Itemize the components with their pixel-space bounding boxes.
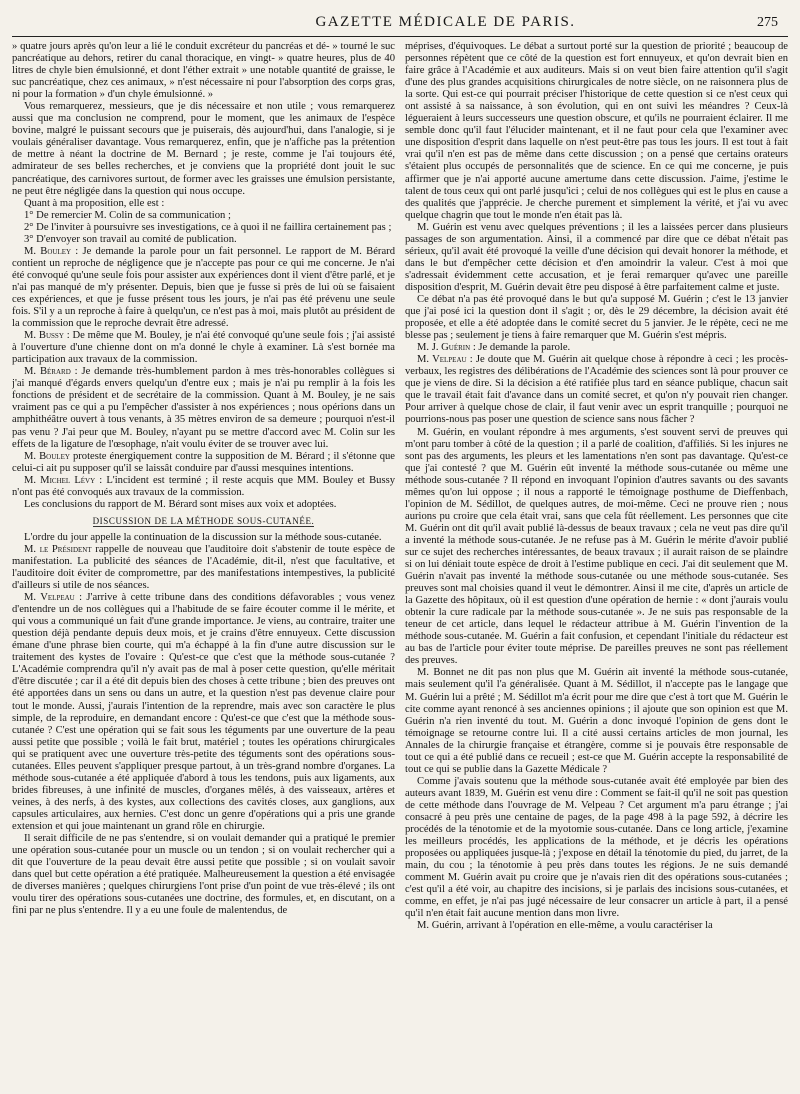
page-number: 275	[757, 15, 778, 30]
section-heading-text: DISCUSSION DE LA MÉTHODE SOUS-CUTANÉE.	[92, 515, 315, 526]
paragraph: Comme j'avais soutenu que la méthode sous-cutanée avait été employée par bien des auteurs avant 1839, M. Guérin est venu dire : Comment se fait-il qu'il ne soit pas question de cette méthode dans l'ouvrage de M. Velpeau ? Cet argument m'a paru étrange ; j'ai consacré à peu près une centaine de pages, de la page 498 à la page 592, à décrire les procédés de la ténotomie et de la myotomie sous-cutanée. Dans ce long article, j'examine les meilleurs procédés, les applications de la méthode, et je décris les opérations proposées ou appliquées jusque-là ; j'expose en détail la ténotomie du pied, du jarret, de la main, du cou ; la ténotomie à peu près dans toutes les régions. Je ne suis demandé comment M. Guérin avait pu croire que je n'avais rien dit des opérations sous-cutanées ; c'est qu'il a été voir, au chapitre des incisions, si je parlais des incisions sous-cutanées, et comme, en effet, je n'ai pas jugé nécessaire de leur consacrer un article à part, il a pensé qu'il n'en était fait aucune mention dans mon livre.	[405, 775, 788, 920]
speech-text: : Je demande très-humblement pardon à mes très-honorables collègues si j'ai manqué d'égards envers quelqu'un d'entre eux ; mais je n'ai pu remplir à la fois les fonctions de président et de secrétaire de la commission. Quant à M. Bouley, je ne sais vraiment pas ce qui a pu l'empêcher d'assister à nos expériences ; nous opérions dans un amphithéâtre ouvert à tous venants, à 35 mètres environ de sa demeure ; pourquoi n'est-il pas venu ? J'ai peur que M. Bouley, n'ayant pu se mettre d'accord avec M. Colin sur les effets de la ligature de l'œsophage, n'ait voulu éviter de se trouver avec lui.	[12, 366, 395, 450]
paragraph: méprises, d'équivoques. Le débat a surtout porté sur la question de priorité ; beaucoup de personnes répètent que ce côté de la question est fort ennuyeux, et qu'on devrait bien en faire grâce à l'Académie et aux auditeurs. Mais si on veut bien faire attention qu'il s'agit d'une des plus grandes acquisitions chirurgicales de notre siècle, on ne raisonnera plus de la sorte. Qui est-ce qui pourrait préciser l'historique de cette question si ce n'est ceux qui ont assisté à sa naissance, à son évolution, qui en ont suivi les méandres ? Ceux-là légueraient à leurs successeurs une question obscure, et qu'ils ne pourraient éclairer. Il me semble donc qu'il faut l'élucider maintenant, et il ne faut pour cela que l'examiner avec une disposition d'esprit dans laquelle on n'est peut-être pas tous les jours. Il est tout à fait vrai qu'il n'en est pas de même dans cette discussion ; on a pensé que certains orateurs s'étaient plus occupés de personnalités que de science. En ce qui me concerne, je puis affirmer que je n'ai apporté aucune amertume dans cette discussion. J'aime, j'estime le talent de tous ceux qui ont parlé jusqu'ici ; celui de nos collègues qui est le plus en cause a des qualités que j'apprécie. Je cherche purement et simplement la vérité, et j'ai vu avec quelque chagrin que tout le monde n'en était pas là.	[405, 41, 788, 221]
speaker-name: M. Michel Lévy	[24, 474, 96, 486]
speech-text: : De même que M. Bouley, je n'ai été convoqué qu'une seule fois ; j'ai assisté à l'ouverture d'une chienne dont on m'a donné le chyle à examiner. Là s'est bornée ma participation aux travaux de la commission.	[12, 330, 395, 366]
speech-text: : Je demande la parole.	[470, 342, 571, 354]
speech-text: proteste énergiquement contre la supposition de M. Bérard ; il s'étonne que celui-ci ait pu supposer qu'il se laissât conduire par d'aussi mesquines intentions.	[12, 450, 395, 474]
speech-paragraph	[12, 451, 395, 475]
right-column	[405, 41, 788, 1085]
speech-paragraph	[12, 246, 395, 330]
speech-text: : Je doute que M. Guérin ait quelque chose à répondre à ceci ; les procès-verbaux, les registres des délibérations de l'Académie des sciences sont là pour prouver ce que je viens de dire. Si la décision a été ratifiée plus tard en séance publique, chacun sait que le travail était fait d'avance dans un comité secret, et qu'on n'y pouvait rien changer. Pour arriver à quelque chose de clair, il faut venir avec un esprit tranquille ; pourquoi ne pourrions-nous pas poser une question de science sans nous fâcher ?	[405, 354, 788, 426]
paragraph: L'ordre du jour appelle la continuation de la discussion sur la méthode sous-cutanée.	[24, 531, 382, 543]
paragraph: Les conclusions du rapport de M. Bérard sont mises aux voix et adoptées.	[24, 498, 337, 510]
speaker-name: M. Velpeau	[24, 592, 75, 604]
speaker-name: M. J. Guérin	[417, 342, 471, 354]
speech-paragraph	[12, 592, 395, 833]
speaker-name: M. Velpeau	[417, 354, 467, 366]
speaker-name: M. Bussy	[24, 330, 64, 342]
speech-text: : Je demande la parole pour un fait personnel. Le rapport de M. Bérard contient un reproche de négligence que je n'accepte pas pour ce qui me concerne. Je n'ai été convoqué qu'une seule fois pour assister aux expériences dont il vient d'être parlé, et je n'ai pas manqué de m'y présenter. Depuis, bien que je fusse si près de lui où se faisaient ces expériences, et que je fusse présent tous les jours, je n'ai pas été prévenu une seule fois. S'il y a un reproche à faire à quelqu'un, ce n'est pas à moi, mais plutôt au président de la commission que le reproche devrait être adressé.	[12, 245, 395, 330]
paragraph: Il serait difficile de ne pas s'entendre, si on voulait demander qui a pratiqué le premier une opération sous-cutanée pour un muscle ou un tendon ; si on voulait rechercher qui a dit que l'ouverture de la peau devait être aussi petite que possible ; si on voulait savoir dans quel but cette opération a été pratiquée. Malheureusement la question a été envisagée de diverses manières ; quelques chirurgiens l'ont prise d'un point de vue très-élevé ; ils ont voulu tirer des opérations sous-cutanées une doctrine, des formules, et, en discutant, on a fini par ne plus s'entendre. Il y a eu une foule de malentendus, de	[12, 833, 395, 917]
speaker-name: M. Bouley	[24, 245, 72, 257]
speech-paragraph	[405, 354, 788, 426]
speech-text: : L'incident est terminé ; il reste acquis que MM. Bouley et Bussy n'ont pas été convoqués aux travaux de la commission.	[12, 474, 395, 498]
text-columns	[12, 41, 788, 1085]
speech-paragraph	[12, 330, 395, 366]
speech-paragraph	[12, 475, 395, 499]
paragraph: Ce débat n'a pas été provoqué dans le but qu'a supposé M. Guérin ; c'est le 13 janvier que j'ai posé ici la question dont il s'agit ; or, dès le 29 décembre, la décision avait été proposée, et elle a été adoptée dans le comité secret du 5 janvier. Je le répète, ceci ne me blesse pas ; seulement je tiens à faire remarquer que M. Guérin s'est mépris.	[405, 293, 788, 342]
speaker-name: M. Bérard	[24, 366, 71, 378]
speech-paragraph	[12, 366, 395, 450]
paragraph: M. Guérin est venu avec quelques préventions ; il les a laissées percer dans plusieurs passages de son argumentation. Ainsi, il a commencé par dire que ce débat n'était pas sérieux, qu'il avait été provoqué la veille d'une décision qui devait honorer la méthode, et dans le but d'empêcher cette décision et d'en amoindrir la valeur. C'est à moi que s'adressait évidemment cette accusation, et je ferai remarquer qu'avec une pareille disposition d'esprit, M. Guérin devait être peu disposé à être parfaitement calme et juste.	[405, 221, 788, 293]
speaker-name: M. le Président	[24, 543, 92, 555]
list-item: 1° De remercier M. Colin de sa communication ;	[24, 209, 231, 221]
list-item: 3° D'envoyer son travail au comité de publication.	[24, 233, 237, 245]
speaker-name: M. Bouley	[24, 450, 70, 462]
paragraph: » quatre jours après qu'on leur a lié le conduit excréteur du pancréas et dé- » tourné le suc pancréatique au dehors, retirer du canal thoracique, en vingt- » quatre heures, plus de 40 litres de chyle bien émulsionné, et dont l'éther extrait » une notable quantité de graisse, le suc pancréatique, chez ces animaux, » n'est nécessaire ni pour l'absorption des corps gras, ni pour la formation » d'un chyle émulsionné. »	[12, 41, 395, 101]
speech-text: : J'arrive à cette tribune dans des conditions défavorables ; vous venez d'entendre un de nos collègues qui a l'habitude de se faire écouter comme il le mérite, et qui vous a communiqué un fait d'une grande importance. Je viens, au contraire, traiter une question déjà pendante depuis deux mois, et je crains d'être ennuyeux. Cette discussion émane d'une phrase bien courte, qui m'a échappé à la fin d'une autre discussion sur le traitement des kystes de l'ovaire : Qu'est-ce que c'est que la méthode sous-cutanée ? L'Académie comprendra qu'il n'y avait pas de mal à poser cette question, qu'elle méritait d'être discutée ; car il a été dit depuis bien des choses à cette tribune ; bien des preuves ont été apportées dans un sens ou dans un autre, et la question n'est pas devenue claire pour tout le monde. Aussi, j'aurais l'intention de la reprendre, mais avec son caractère le plus simple, de la reproduire, en demandant encore : Qu'est-ce que c'est que la méthode sous-cutanée ? C'est une opération qui se fait sous les téguments par une ouverture de la peau aussi petite que possible ; voilà le fait brut, matériel ; toutes les opérations chirurgicales qui se pratiquent avec une ouverture très-petite des téguments sont des opérations sous-cutanées. Elles peuvent s'appliquer presque partout, à un très-grand nombre d'organes. La méthode sous-cutanée a été appliquée d'abord à tous les tendons, puis aux ligaments, aux brides fibreuses, à une infinité de muscles, d'organes mêlés, à des vaisseaux, artères et veines, à des nerfs, à des kystes, aux collections des cavités closes, aux ganglions, aux capsules articulaires, aux hernies. C'est donc un genre d'opérations qui a pris une grande extension et qui joue maintenant un grand rôle en chirurgie.	[12, 592, 395, 832]
section-heading	[12, 515, 395, 527]
speech-paragraph	[12, 544, 395, 592]
page-header	[12, 14, 788, 36]
journal-title: GAZETTE MÉDICALE DE PARIS.	[315, 14, 576, 30]
speech-text: rappelle de nouveau que l'auditoire doit s'abstenir de toute espèce de manifestation. La publicité des séances de l'Académie, dit-il, n'est que facultative, et l'auditoire doit éviter de compromettre, par des manifestations intempestives, la publicité d'ailleurs si utile de nos séances.	[12, 543, 395, 592]
paragraph: M. Bonnet ne dit pas non plus que M. Guérin ait inventé la méthode sous-cutanée, mais seulement qu'il l'a généralisée. Quant à M. Sédillot, il n'accepte pas le langage que M. Guérin lui a prêté ; M. Sédillot m'a écrit pour me dire que c'est à tort que M. Guérin le cite comme ayant renoncé à ses anciennes opinions ; il ajoute que son opinion est que M. Guérin n'a rien inventé du tout. M. Guérin a donc invoqué l'opinion de gens dont le témoignage se retourne contre lui. Il a cité aussi certains articles de mon journal, les Annales de la chirurgie française et étrangère, comme si je pouvais être responsable de tout ce qui a été publié dans ce recueil ; est-ce que M. Guérin accepte la responsabilité de tout ce qui se publie dans la Gazette Médicale ?	[405, 667, 788, 775]
paragraph: M. Guérin, en voulant répondre à mes arguments, s'est souvent servi de preuves qui m'ont paru tomber à côté de la question ; il a parlé de coalition, d'affiliés. Si les injures ne sont pas des arguments, les pleurs et les lamentations n'en sont pas davantage. Qu'est-ce que j'ai contesté ? que M. Guérin eût inventé la méthode sous-cutanée ou même une méthode sous-cutanée ? Il répond en invoquant l'opinion d'autres savants ou des savants mêmes qu'on lui oppose ; il nous a rapporté le témoignage posthume de Dieffenbach, l'opinion de M. Sédillot, de quelques autres, de moi-même. Ceci ne prouve rien ; nous aurions pu croire que cela était vrai, sans que cela fût réellement. Les personnes que cite M. Guérin ont dit qu'il avait publié là-dessus de beaux travaux ; cela ne veut pas dire qu'il a inventé la méthode sous-cutanée. Je ne refuse pas à M. Guérin le mérite d'avoir publié sur ce sujet des recherches intéressantes, de beaux travaux ; il aurait raison de se plaindre si on lui déniait toute espèce de droit à l'estime publique en ceci. J'ai dit seulement que M. Guérin n'avait pas inventé la méthode sous-cutanée ou une méthode sous-cutanée. Ses preuves sont mal choisies quand il veut le démontrer. Ainsi il me cite, d'après un article de la Gazette des hôpitaux, où il est question d'une opération de hernie : « dont j'aurais voulu obtenir la cure radicale par la méthode sous-cutanée ». Je ne suis pas responsable de la teneur de cet article, dans lequel le rédacteur attribue à M. Guérin l'invention de la méthode sous-cutanée. M. Guérin a fait confusion, et cependant l'initiale du rédacteur est au bas de l'article pour éviter toute méprise. De pareilles preuves ne sont pas réellement des preuves.	[405, 426, 788, 667]
header-rule	[12, 36, 788, 37]
speech-paragraph	[405, 342, 788, 354]
paragraph: Vous remarquerez, messieurs, que je dis nécessaire et non utile ; vous remarquerez aussi que ma conclusion ne comprend, pour le moment, que les animaux de l'espèce bovine, malgré le puissant secours que je puiserais, dès aujourd'hui, dans l'analogie, si je voulais généraliser davantage. Vous remarquerez, enfin, que je n'affiche pas la prétention de mettre à néant la doctrine de M. Bernard ; je reste, comme je l'ai toujours été, admirateur de ses belles recherches, et je conviens que la propriété dont jouit le suc pancréatique, des carnivores surtout, de former avec les graisses une émulsion persistante, ne peut être négligée dans la question qui nous occupe.	[12, 101, 395, 197]
paragraph: Quant à ma proposition, elle est :	[24, 197, 165, 209]
left-column	[12, 41, 395, 1085]
list-item: 2° De l'inviter à poursuivre ses investigations, ce à quoi il ne faillira certainement pas ;	[24, 221, 392, 233]
paragraph: M. Guérin, arrivant à l'opération en elle-même, a voulu caractériser la	[417, 920, 713, 932]
